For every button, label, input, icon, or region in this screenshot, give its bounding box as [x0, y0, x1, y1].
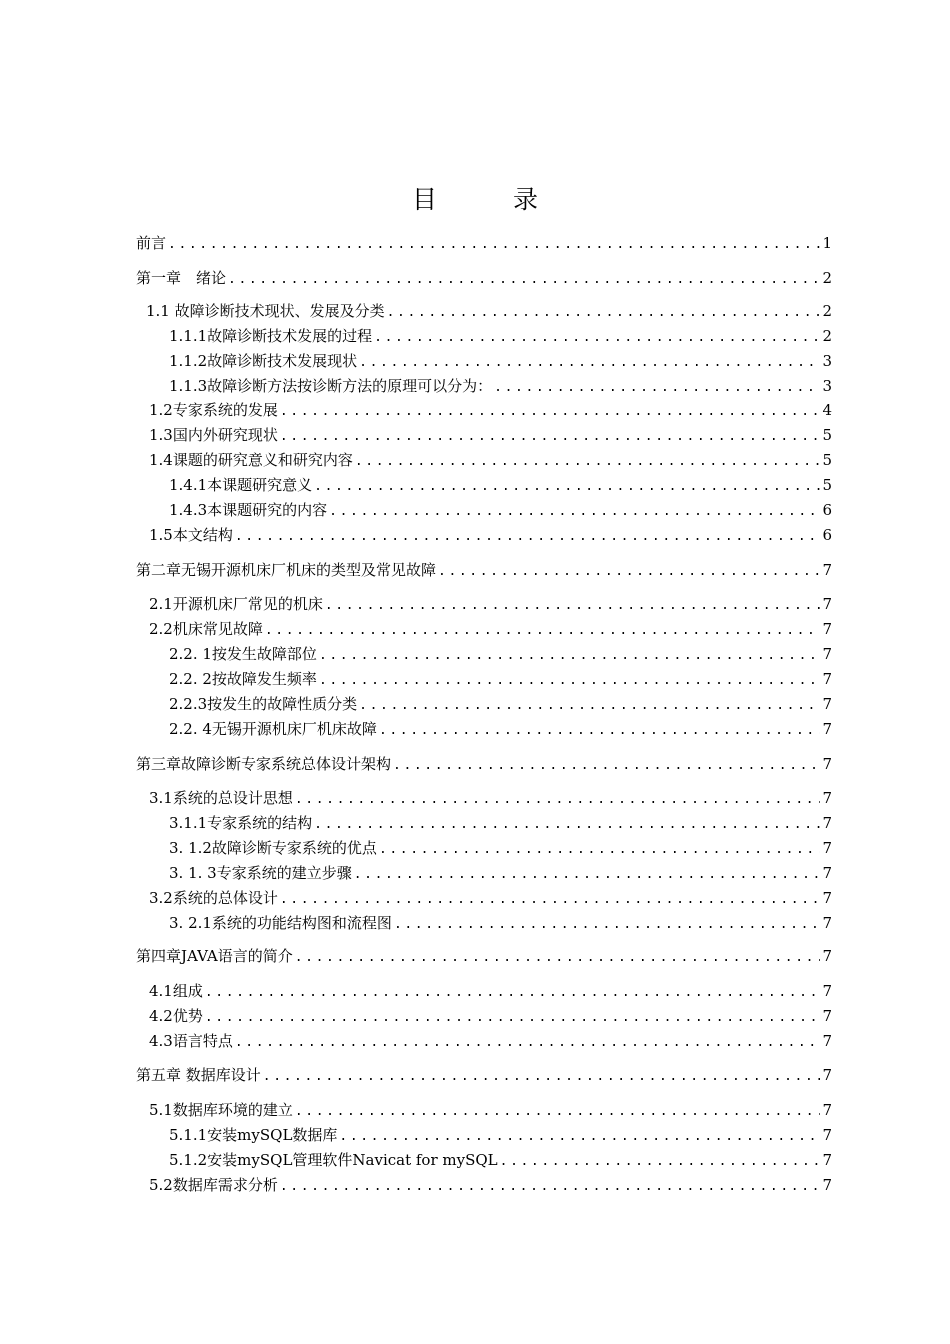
- dot-leader: [280, 1177, 820, 1197]
- toc-entry: [169, 1125, 832, 1147]
- toc-entry-label: 2.2.3按发生的故障性质分类: [169, 695, 358, 713]
- dot-leader: [387, 303, 820, 323]
- dot-leader: [295, 1102, 820, 1122]
- toc-entry: [149, 619, 832, 641]
- toc-entry-label: 3. 1. 3专家系统的建立步骤: [169, 864, 352, 882]
- toc-entry-page-number: 7: [822, 1126, 832, 1144]
- toc-entry-page-number: 3: [822, 352, 832, 370]
- toc-entry-page-number: 7: [822, 982, 832, 1000]
- toc-entry-page-number: 7: [822, 595, 832, 613]
- toc-entry-label: 1.4课题的研究意义和研究内容: [149, 451, 353, 469]
- dot-leader: [263, 1067, 820, 1087]
- toc-entry: [149, 525, 832, 547]
- toc-entry-page-number: 7: [822, 814, 832, 832]
- dot-leader: [168, 235, 820, 255]
- toc-entry-label: 5.2数据库需求分析: [149, 1176, 278, 1194]
- toc-entry-label: 3. 2.1系统的功能结构图和流程图: [169, 914, 392, 932]
- toc-entry-label: 2.1开源机床厂常见的机床: [149, 595, 323, 613]
- toc-entry-label: 1.3国内外研究现状: [149, 426, 278, 444]
- toc-entry-page-number: 5: [822, 451, 832, 469]
- toc-entry-page-number: 7: [822, 720, 832, 738]
- toc-entry-label: 1.1.1故障诊断技术发展的过程: [169, 327, 373, 345]
- dot-leader: [319, 671, 820, 691]
- toc-entry: [146, 301, 832, 323]
- toc-entry-page-number: 7: [822, 839, 832, 857]
- toc-entry: [169, 694, 832, 716]
- toc-entry: [149, 400, 832, 422]
- dot-leader: [295, 790, 820, 810]
- toc-entry-label: 5.1.1安装mySQL数据库: [169, 1126, 338, 1144]
- toc-entry-page-number: 7: [822, 789, 832, 807]
- toc-entry-page-number: 7: [822, 889, 832, 907]
- dot-leader: [280, 890, 820, 910]
- toc-entry: [149, 1006, 832, 1028]
- toc-entry: [149, 981, 832, 1003]
- toc-entry-page-number: 7: [822, 947, 832, 965]
- dot-leader: [359, 353, 820, 373]
- toc-entry-page-number: 2: [822, 327, 832, 345]
- toc-entry-page-number: 7: [822, 620, 832, 638]
- dot-leader: [438, 562, 820, 582]
- toc-entry-label: 3.1.1专家系统的结构: [169, 814, 313, 832]
- dot-leader: [339, 1127, 820, 1147]
- toc-entry-page-number: 7: [822, 914, 832, 932]
- toc-entry-label: 2.2. 4无锡开源机床厂机床故障: [169, 720, 377, 738]
- dot-leader: [393, 756, 820, 776]
- toc-entry-label: 4.3语言特点: [149, 1032, 233, 1050]
- toc-entry-label: 3.2系统的总体设计: [149, 889, 278, 907]
- dot-leader: [295, 948, 820, 968]
- toc-entry-page-number: 7: [822, 1176, 832, 1194]
- toc-entry-label: 1.4.3本课题研究的内容: [169, 501, 328, 519]
- toc-entry-label: 2.2. 2按故障发生频率: [169, 670, 317, 688]
- dot-leader: [500, 1152, 820, 1172]
- toc-entry-page-number: 4: [822, 401, 832, 419]
- toc-entry: [149, 450, 832, 472]
- toc-entry: [136, 560, 832, 582]
- toc-entry-page-number: 7: [822, 645, 832, 663]
- toc-entry-label: 前言: [136, 234, 167, 252]
- toc-entry: [169, 669, 832, 691]
- toc-entry: [169, 500, 832, 522]
- dot-leader: [374, 328, 820, 348]
- toc-entry: [169, 475, 832, 497]
- toc-entry-page-number: 6: [822, 526, 832, 544]
- toc-entry: [149, 788, 832, 810]
- toc-entry: [169, 1150, 832, 1172]
- dot-leader: [205, 1008, 820, 1028]
- toc-entry-label: 第一章 绪论: [136, 269, 227, 287]
- toc-entry-label: 第五章 数据库设计: [136, 1066, 261, 1084]
- dot-leader: [314, 815, 820, 835]
- toc-entry: [169, 838, 832, 860]
- toc-entry-page-number: 5: [822, 426, 832, 444]
- toc-entry-label: 1.1.2故障诊断技术发展现状: [169, 352, 358, 370]
- toc-entry: [169, 326, 832, 348]
- toc-entry-label: 第二章无锡开源机床厂机床的类型及常见故障: [136, 561, 437, 579]
- toc-entry: [169, 644, 832, 666]
- toc-entry: [169, 913, 832, 935]
- toc-entry-page-number: 7: [822, 670, 832, 688]
- toc-entry-page-number: 7: [822, 695, 832, 713]
- dot-leader: [359, 696, 820, 716]
- dot-leader: [265, 621, 820, 641]
- toc-entry: [136, 268, 832, 290]
- toc-entry: [136, 1065, 832, 1087]
- toc-entry-page-number: 7: [822, 755, 832, 773]
- toc-entry-page-number: 7: [822, 1101, 832, 1119]
- toc-entry-label: 1.1.3故障诊断方法按诊断方法的原理可以分为：: [169, 377, 493, 395]
- toc-entry: [149, 1175, 832, 1197]
- toc-entry-label: 第三章故障诊断专家系统总体设计架构: [136, 755, 392, 773]
- toc-entry: [136, 946, 832, 968]
- dot-leader: [379, 721, 820, 741]
- toc-entry-label: 1.2专家系统的发展: [149, 401, 278, 419]
- toc-entry-label: 1.4.1本课题研究意义: [169, 476, 313, 494]
- dot-leader: [494, 378, 820, 398]
- toc-entry: [149, 425, 832, 447]
- dot-leader: [325, 596, 820, 616]
- dot-leader: [354, 865, 820, 885]
- toc-entry-page-number: 2: [822, 269, 832, 287]
- toc-entry-label: 2.2机床常见故障: [149, 620, 263, 638]
- toc-entry: [136, 233, 832, 255]
- toc-entry-label: 5.1.2安装mySQL管理软件Navicat for mySQL: [169, 1151, 498, 1169]
- dot-leader: [280, 402, 820, 422]
- toc-entry-page-number: 5: [822, 476, 832, 494]
- toc-entry: [169, 351, 832, 373]
- toc-entry-label: 1.5本文结构: [149, 526, 233, 544]
- toc-entry-page-number: 7: [822, 1032, 832, 1050]
- toc-entry: [149, 888, 832, 910]
- toc-entry-label: 4.2优势: [149, 1007, 203, 1025]
- dot-leader: [355, 452, 820, 472]
- toc-entry-label: 3. 1.2故障诊断专家系统的优点: [169, 839, 377, 857]
- toc-title: 目 录: [412, 185, 572, 214]
- toc-entry: [169, 863, 832, 885]
- toc-entry: [149, 594, 832, 616]
- toc-entry-page-number: 7: [822, 864, 832, 882]
- dot-leader: [314, 477, 820, 497]
- toc-entry-label: 1.1 故障诊断技术现状、发展及分类: [146, 302, 385, 320]
- toc-entry-label: 3.1系统的总设计思想: [149, 789, 293, 807]
- toc-entry-page-number: 3: [822, 377, 832, 395]
- dot-leader: [379, 840, 820, 860]
- dot-leader: [394, 915, 820, 935]
- toc-entry-label: 4.1组成: [149, 982, 203, 1000]
- toc-entry-page-number: 7: [822, 561, 832, 579]
- dot-leader: [319, 646, 820, 666]
- toc-entry: [169, 719, 832, 741]
- toc-entry-page-number: 7: [822, 1151, 832, 1169]
- dot-leader: [228, 270, 820, 290]
- dot-leader: [235, 527, 820, 547]
- toc-entry-page-number: 6: [822, 501, 832, 519]
- dot-leader: [235, 1033, 820, 1053]
- toc-entry-label: 第四章JAVA语言的简介: [136, 947, 293, 965]
- toc-entry: [169, 376, 832, 398]
- toc-entry: [136, 754, 832, 776]
- toc-entry-page-number: 7: [822, 1007, 832, 1025]
- toc-entry: [149, 1031, 832, 1053]
- toc-entry-label: 2.2. 1按发生故障部位: [169, 645, 317, 663]
- dot-leader: [280, 427, 820, 447]
- toc-entry: [149, 1100, 832, 1122]
- toc-entry: [169, 813, 832, 835]
- dot-leader: [329, 502, 820, 522]
- dot-leader: [205, 983, 820, 1003]
- toc-entry-page-number: 7: [822, 1066, 832, 1084]
- toc-entry-page-number: 1: [822, 234, 832, 252]
- toc-entry-label: 5.1数据库环境的建立: [149, 1101, 293, 1119]
- toc-entry-page-number: 2: [822, 302, 832, 320]
